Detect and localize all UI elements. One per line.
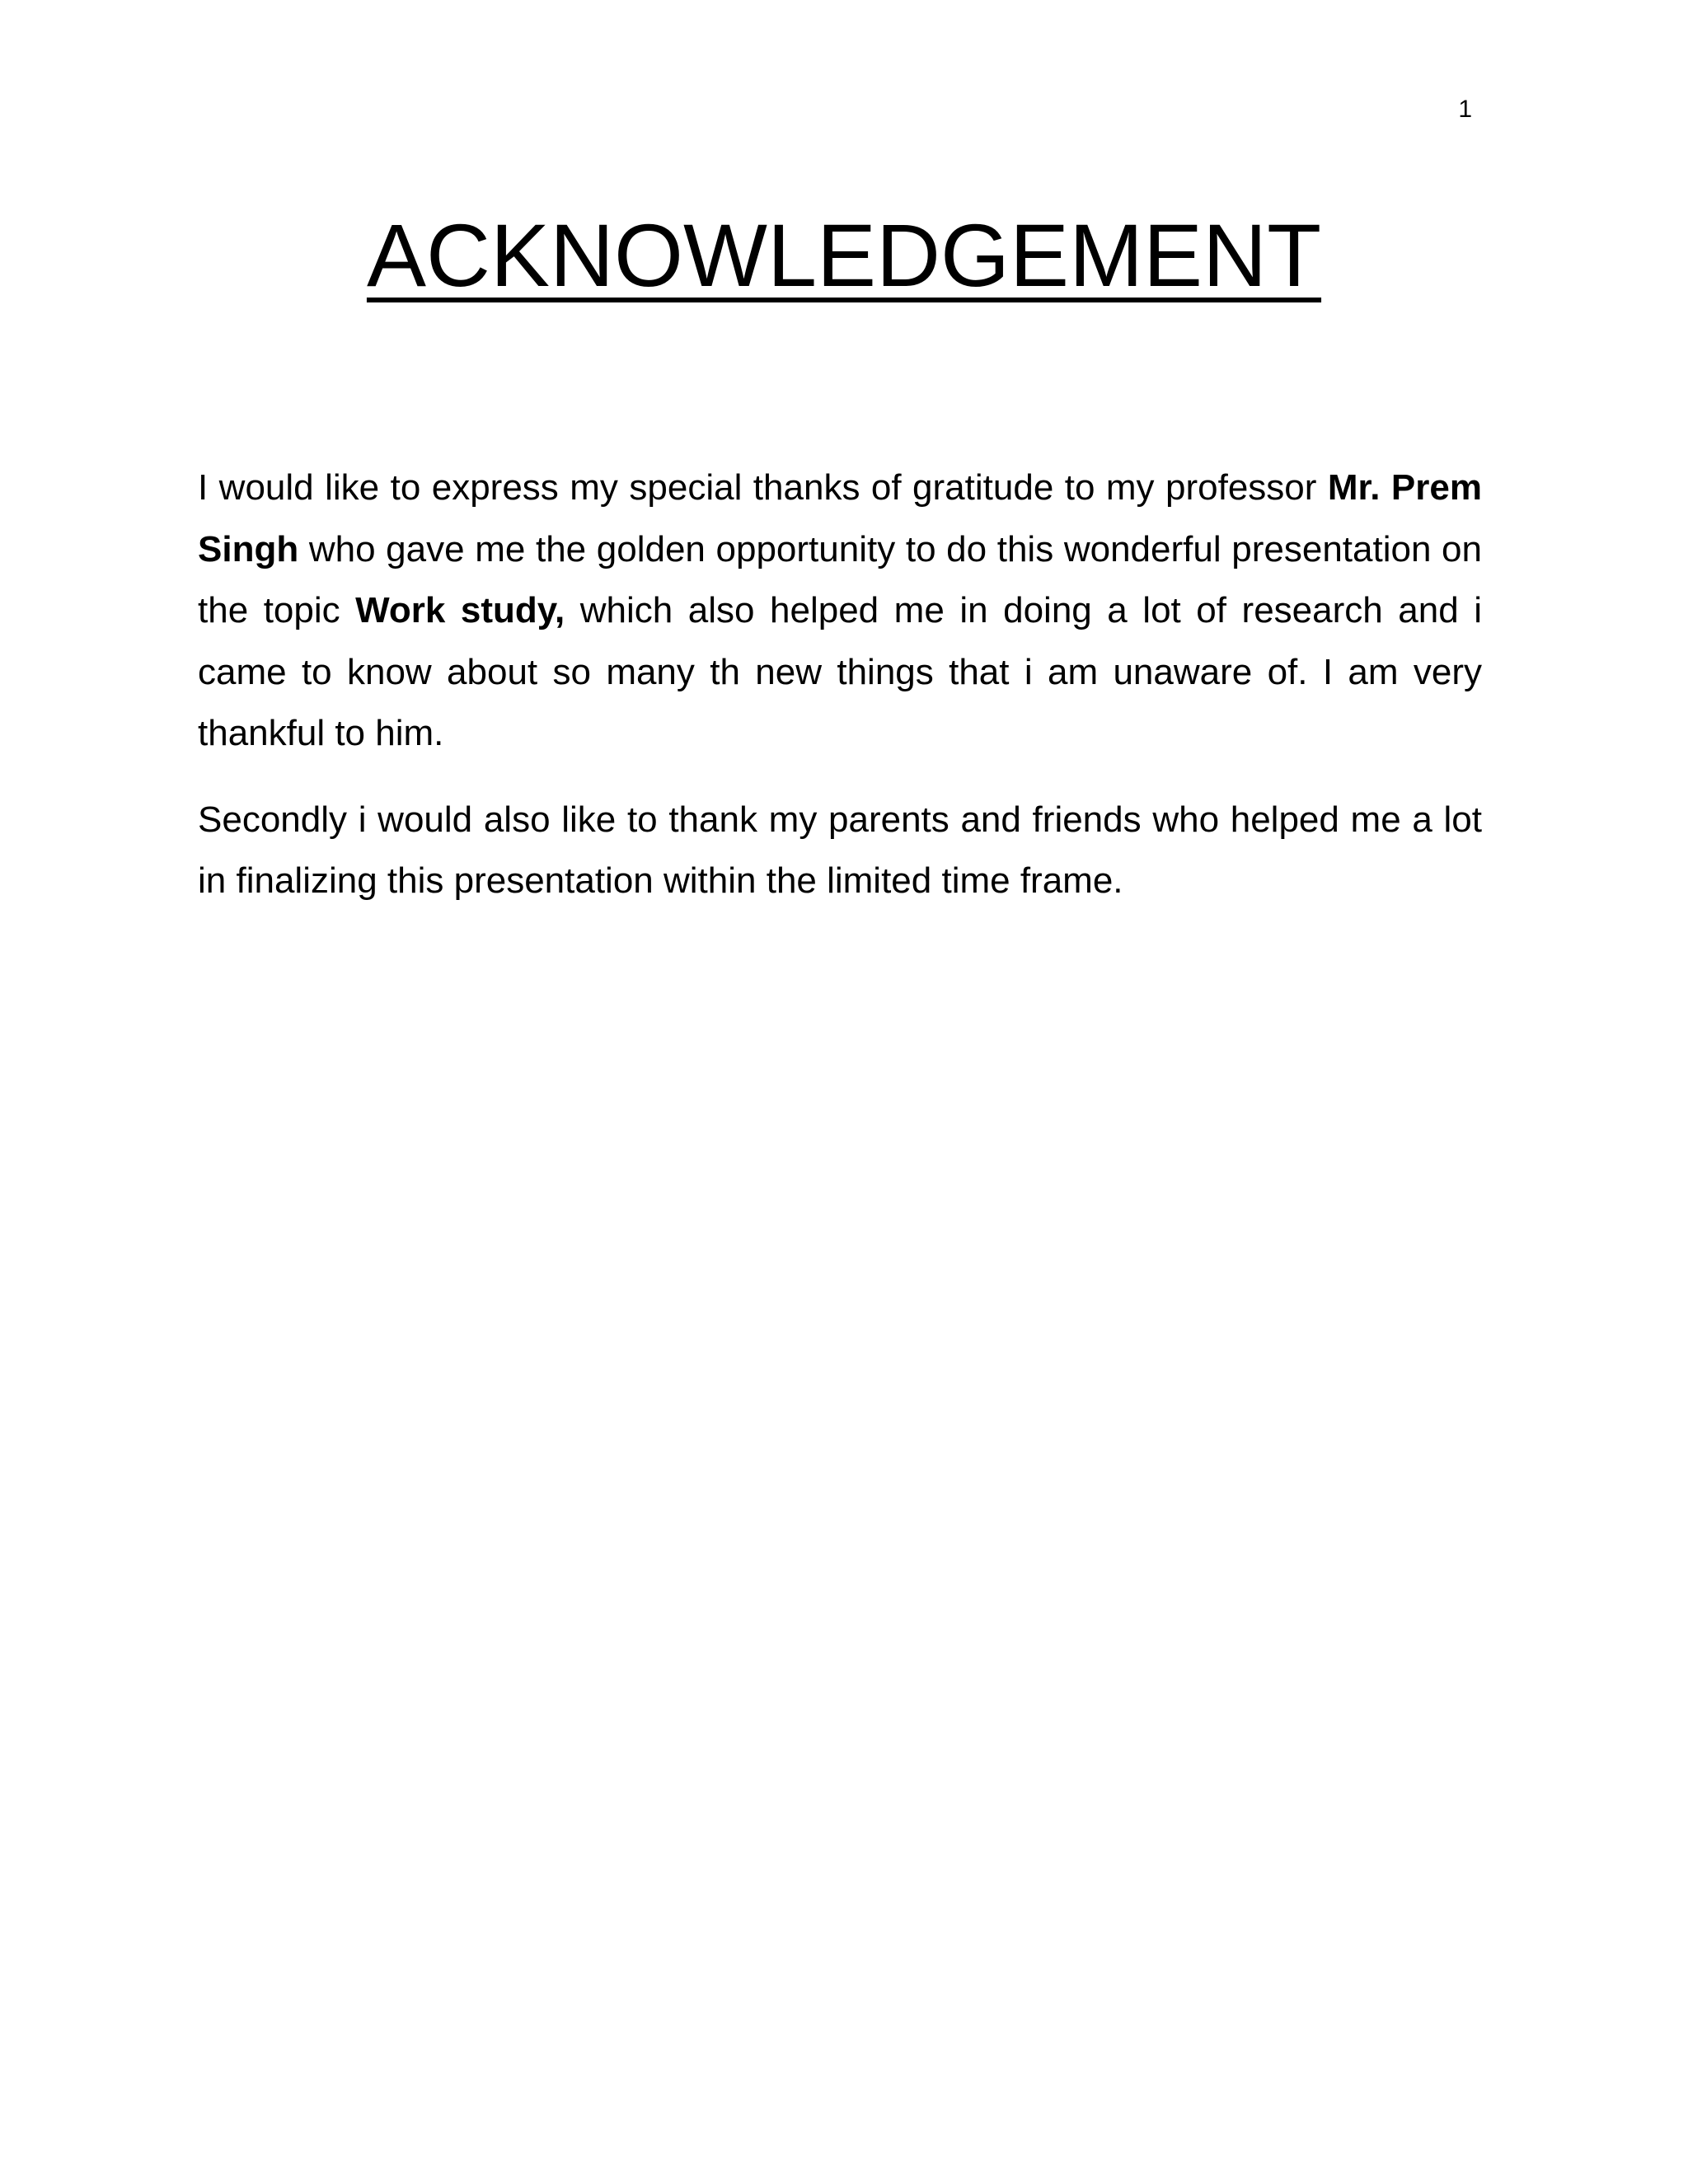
paragraph-gratitude-professor <box>198 457 1482 765</box>
paragraph-gratitude-parents-friends <box>198 790 1482 912</box>
page-title-text: ACKNOWLEDGEMENT <box>366 205 1322 305</box>
document-body <box>198 457 1482 937</box>
paragraph1-text-start: I would like to express my special thanks of gratitude to my professor <box>198 467 1328 508</box>
professor-name: Mr. Prem Singh <box>198 467 1482 569</box>
page-number: 1 <box>1458 96 1472 123</box>
paragraph1-text-middle: who gave me the golden opportunity to do this wonderful presentation on the topic <box>198 528 1482 630</box>
paragraph2-text: Secondly i would also like to thank my parents and friends who helped me a lot in finalizing this presentation within the limited time frame. <box>198 799 1482 901</box>
presentation-topic: Work study, <box>355 590 565 630</box>
paragraph1-text-end: which also helped me in doing a lot of research and i came to know about so many th new things that i am unaware of. I am very thankful to him. <box>198 590 1482 753</box>
page-title <box>0 202 1688 309</box>
